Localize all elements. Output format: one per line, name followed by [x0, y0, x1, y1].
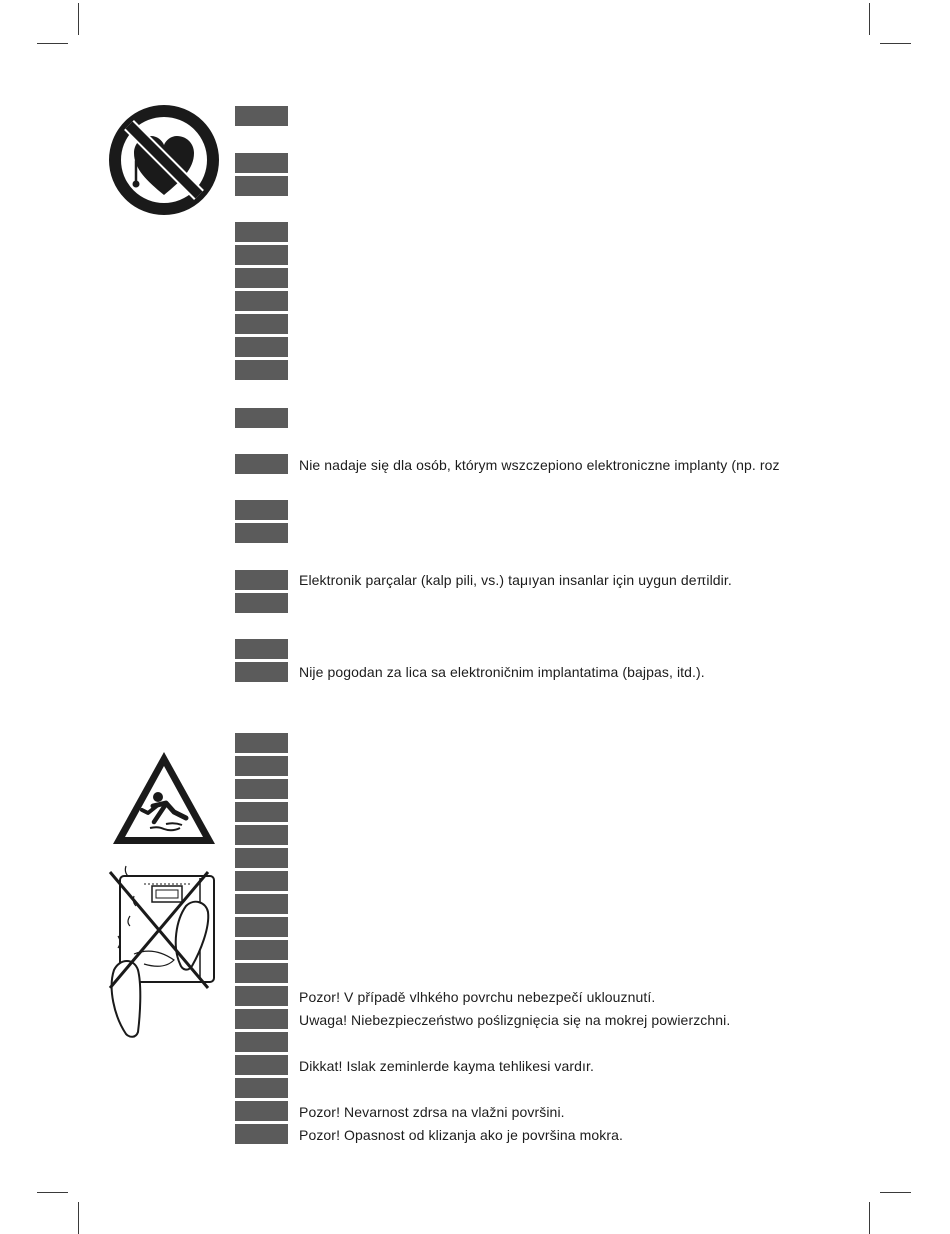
language-bar — [235, 1101, 288, 1121]
language-bar — [235, 176, 288, 196]
warning-text: Uwaga! Niebezpieczeństwo poślizgnięcia się na mokrej powierzchni. — [299, 1012, 731, 1028]
language-bar — [235, 756, 288, 776]
language-bar — [235, 662, 288, 682]
language-bar — [235, 570, 288, 590]
warning-text: Pozor! Opasnost od klizanja ako je površina mokra. — [299, 1127, 624, 1143]
language-bar — [235, 360, 288, 380]
language-bar — [235, 1032, 288, 1052]
warning-text: Elektronik parçalar (kalp pili, vs.) taμıyan insanlar için uygun deπildir. — [299, 572, 732, 588]
crop-mark — [37, 43, 68, 44]
language-bar — [235, 291, 288, 311]
language-bar — [235, 825, 288, 845]
language-bar — [235, 1124, 288, 1144]
language-bar — [235, 639, 288, 659]
language-bar — [235, 523, 288, 543]
crop-mark — [880, 43, 911, 44]
warning-text: Pozor! V případě vlhkého povrchu nebezpečí uklouznutí. — [299, 989, 656, 1005]
no-pacemaker-icon — [107, 103, 221, 217]
crop-mark — [869, 1202, 870, 1234]
language-bar — [235, 245, 288, 265]
language-bar — [235, 500, 288, 520]
language-bar — [235, 802, 288, 822]
crop-mark — [78, 1202, 79, 1234]
warning-text: Nie nadaje się dla osób, którym wszczepiono elektroniczne implanty (np. roz — [299, 457, 780, 473]
language-bar — [235, 871, 288, 891]
crop-mark — [37, 1192, 68, 1193]
warning-text: Nije pogodan za lica sa elektroničnim implantatima (bajpas, itd.). — [299, 664, 705, 680]
language-bar — [235, 940, 288, 960]
language-bar — [235, 268, 288, 288]
slippery-surface-warning-icon — [108, 748, 220, 848]
language-bar — [235, 106, 288, 126]
language-bar — [235, 917, 288, 937]
no-wet-feet-on-scale-icon — [104, 856, 220, 1038]
language-bar — [235, 314, 288, 334]
language-bar — [235, 894, 288, 914]
language-bar — [235, 222, 288, 242]
language-bar — [235, 593, 288, 613]
language-bar — [235, 1009, 288, 1029]
crop-mark — [880, 1192, 911, 1193]
language-bar — [235, 408, 288, 428]
language-bar — [235, 779, 288, 799]
language-bar — [235, 454, 288, 474]
language-bar — [235, 963, 288, 983]
language-bar — [235, 337, 288, 357]
language-bar — [235, 1055, 288, 1075]
crop-mark — [869, 3, 870, 35]
language-bar — [235, 1078, 288, 1098]
crop-mark — [78, 3, 79, 35]
language-bar — [235, 986, 288, 1006]
language-bar — [235, 153, 288, 173]
warning-text: Pozor! Nevarnost zdrsa na vlažni površini. — [299, 1104, 565, 1120]
language-bar — [235, 848, 288, 868]
warning-text: Dikkat! Islak zeminlerde kayma tehlikesi vardır. — [299, 1058, 595, 1074]
language-bar — [235, 733, 288, 753]
